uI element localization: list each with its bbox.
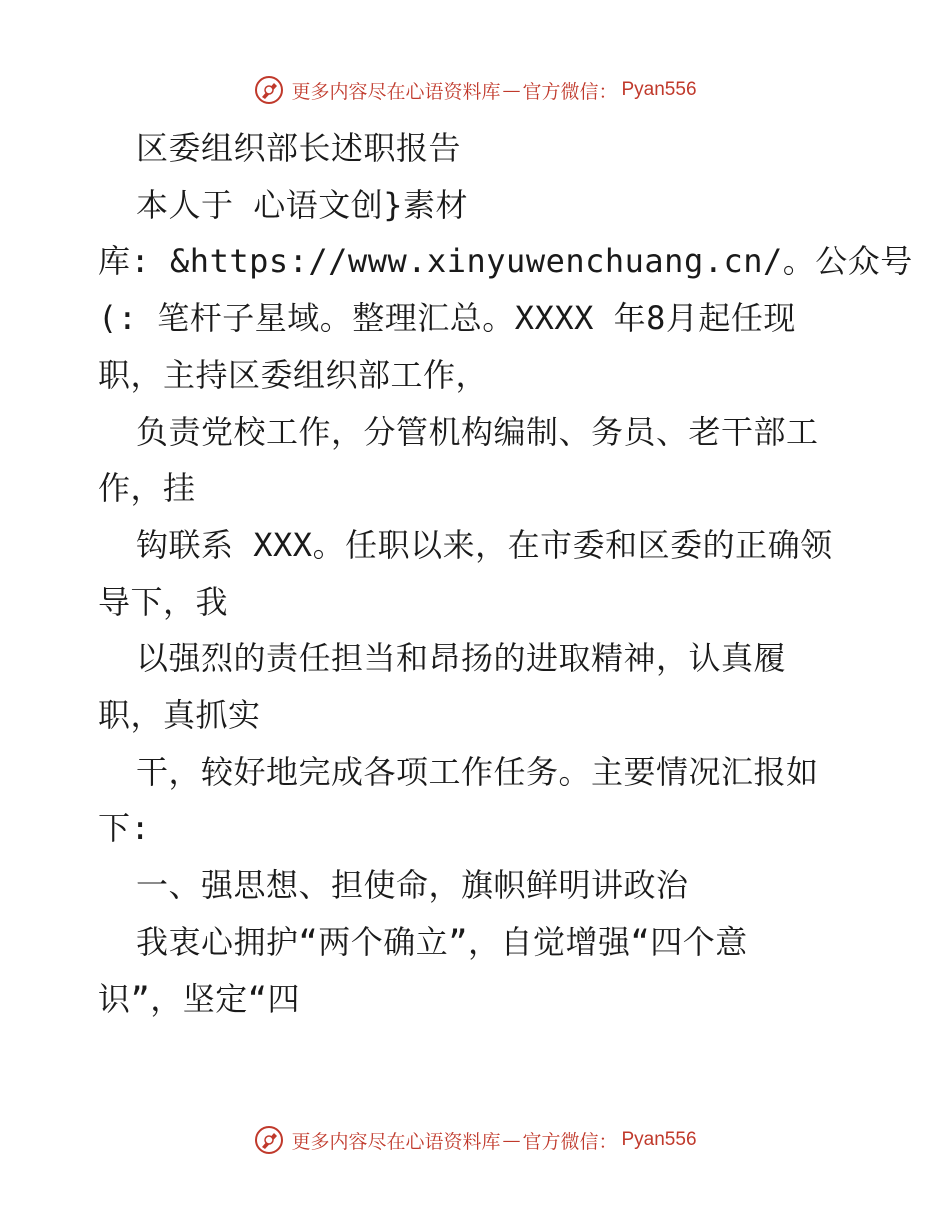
pen-logo-icon [253,74,285,106]
text-line: (: 笔杆子星域。整理汇总。XXXX 年8月起任现 [98,299,796,338]
text-line: 钩联系 XXX。任职以来，在市委和区委的正确领 [136,525,833,564]
text-line: 下: [98,809,151,848]
text-line: 导下，我 [98,582,229,621]
document-title: 区委组织部长述职报告 [136,129,462,167]
footer-watermark [0,1120,950,1160]
text-line: 作，挂 [98,469,196,508]
text-line: 库: &https://www.xinyuwenchuang.cn/。公众号 [98,242,913,281]
text-line: 以强烈的责任担当和昂扬的进取精神，认真履 [136,639,787,678]
text-line: 负责党校工作，分管机构编制、务员、老干部工 [136,412,819,451]
text-line: 识”，坚定“四 [98,979,301,1018]
banner-dash: — [502,79,521,101]
text-line: 职，真抓实 [98,696,261,735]
banner-wechat-label: 官方微信： [522,1130,618,1153]
text-line: 职，主持区委组织部工作， [98,355,489,394]
header-watermark [0,70,950,110]
text-line: 干，较好地完成各项工作任务。主要情况汇报如 [136,752,819,791]
text-line: 本人于 心语文创}素材 [136,185,469,224]
document-body [98,120,913,1027]
text-line: 我衷心拥护“两个确立”，自觉增强“四个意 [136,922,748,961]
banner-brand: 更多内容尽在心语资料库 [291,80,501,103]
section-heading: 一、强思想、担使命，旗帜鲜明讲政治 [136,866,689,905]
pen-logo-icon [253,1124,285,1156]
banner-wechat-id: Pyan556 [621,79,697,100]
banner-dash: — [502,1129,521,1151]
banner-wechat-label: 官方微信： [522,80,618,103]
banner-wechat-id: Pyan556 [621,1129,697,1150]
banner-brand: 更多内容尽在心语资料库 [291,1130,501,1153]
